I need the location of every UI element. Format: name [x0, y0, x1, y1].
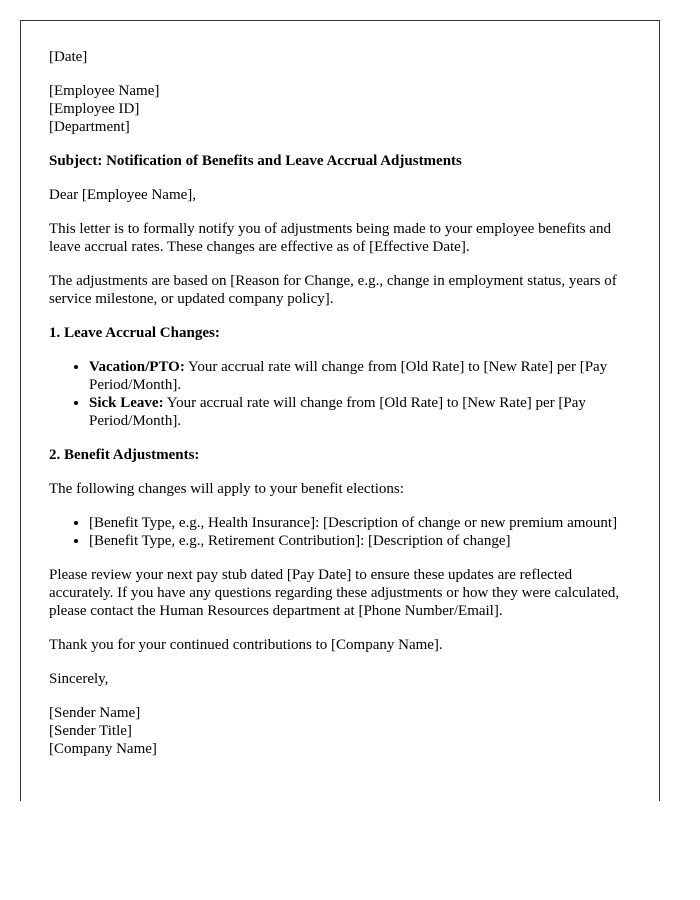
recipient-id: [Employee ID] [49, 101, 140, 117]
review-paragraph: Please review your next pay stub dated [Pay Date] to ensure these updates are reflected accurately. If you have any questions regarding these adjustments or how they were calculated, please contact the Human Resources department at [Phone Number/Email]. [49, 567, 620, 619]
item-text: Your accrual rate will change from [Old Rate] to [New Rate] per [Pay Period/Month]. [89, 359, 608, 393]
reason-paragraph: The adjustments are based on [Reason for Change, e.g., change in employment status, years of service milestone, or updated company policy]. [49, 273, 617, 307]
date: [Date] [49, 49, 88, 65]
list-item: • [Benefit Type, e.g., Retirement Contribution]: [Description of change] [89, 532, 631, 550]
sender-company: [Company Name] [49, 741, 157, 757]
section2-heading: 2. Benefit Adjustments: [49, 447, 200, 463]
sender-block [49, 704, 631, 758]
intro-paragraph: This letter is to formally notify you of adjustments being made to your employee benefits and leave accrual rates. These changes are effective as of [Effective Date]. [49, 221, 611, 255]
item-text: Your accrual rate will change from [Old Rate] to [New Rate] per [Pay Period/Month]. [89, 395, 586, 429]
subject-line: Subject: Notification of Benefits and Leave Accrual Adjustments [49, 153, 462, 169]
sender-title: [Sender Title] [49, 723, 132, 739]
list-item [89, 358, 631, 394]
letter-page [20, 20, 660, 801]
benefit-adjustments-list [49, 514, 631, 550]
list-item: • [Benefit Type, e.g., Health Insurance]: [Description of change or new premium amount] [89, 514, 631, 532]
item-label: Sick Leave: [89, 395, 164, 411]
leave-accrual-list [49, 358, 631, 430]
recipient-department: [Department] [49, 119, 130, 135]
list-item [89, 394, 631, 430]
section2-intro: The following changes will apply to your benefit elections: [49, 481, 404, 497]
thanks-paragraph: Thank you for your continued contributions to [Company Name]. [49, 637, 443, 653]
recipient-name: [Employee Name] [49, 83, 160, 99]
recipient-block [49, 82, 631, 136]
salutation: Dear [Employee Name], [49, 187, 197, 203]
closing: Sincerely, [49, 671, 109, 687]
item-label: Vacation/PTO: [89, 359, 185, 375]
sender-name: [Sender Name] [49, 705, 141, 721]
section1-heading: 1. Leave Accrual Changes: [49, 325, 220, 341]
